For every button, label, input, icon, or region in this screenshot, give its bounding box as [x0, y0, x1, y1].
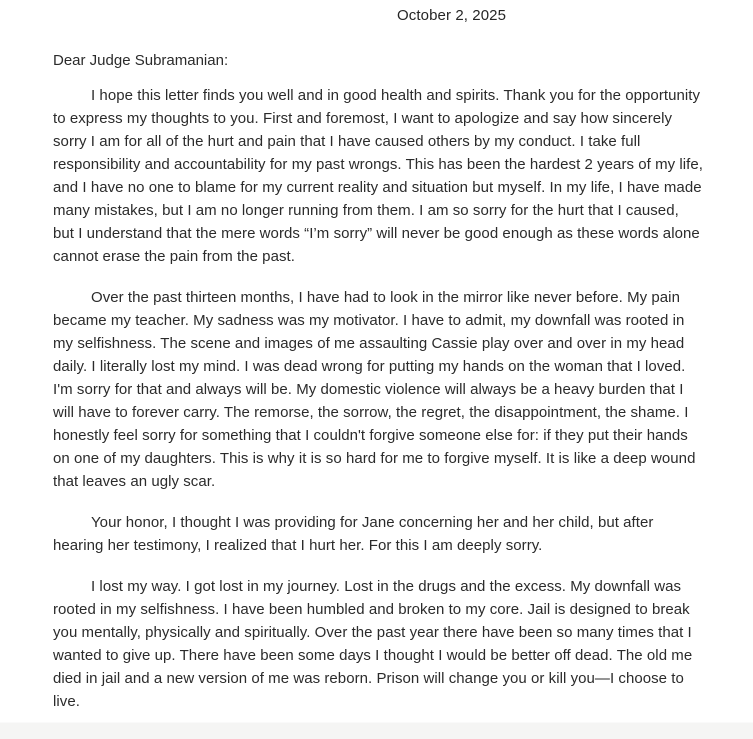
- letter-date: October 2, 2025: [397, 7, 507, 24]
- letter-paragraph-3: Your honor, I thought I was providing for Jane concerning her and her child, but after hearing her testimony, I realized that I hurt her. For this I am deeply sorry.: [53, 514, 654, 554]
- letter-salutation: Dear Judge Subramanian:: [53, 52, 229, 69]
- letter-paragraph-1: I hope this letter finds you well and in good health and spirits. Thank you for the opportunity to express my thoughts to you. First and foremost, I want to apologize and say how sincerely sorry I am for all of the hurt and pain that I have caused others by my conduct. I take full responsibility and accountability for my past wrongs. This has been the hardest 2 years of my life, and I have no one to blame for my current reality and situation but myself. In my life, I have made many mistakes, but I am no longer running from them. I am so sorry for the hurt that I caused, but I understand that the mere words “I’m sorry” will never be good enough as these words alone cannot erase the pain from the past.: [53, 87, 703, 265]
- letter-paragraph-2: Over the past thirteen months, I have had to look in the mirror like never before. My pain became my teacher. My sadness was my motivator. I have to admit, my downfall was rooted in my selfishness. The scene and images of me assaulting Cassie play over and over in my head daily. I literally lost my mind. I was dead wrong for putting my hands on the woman that I loved. I'm sorry for that and always will be. My domestic violence will always be a heavy burden that I will have to forever carry. The remorse, the sorrow, the regret, the disappointment, the shame. I honestly feel sorry for something that I couldn't forgive someone else for: if they put their hands on one of my daughters. This is why it is so hard for me to forgive myself. It is like a deep wound that leaves an ugly scar.: [53, 289, 696, 490]
- letter-paragraph-4: I lost my way. I got lost in my journey. Lost in the drugs and the excess. My downfall was rooted in my selfishness. I have been humbled and broken to my core. Jail is designed to break you mentally, physically and spiritually. Over the past year there have been so many times that I wanted to give up. There have been some days I thought I would be better off dead. The old me died in jail and a new version of me was reborn. Prison will change you or kill you—I choose to live.: [53, 578, 693, 710]
- page-bottom-strip: [0, 722, 753, 739]
- letter-body: [53, 49, 703, 731]
